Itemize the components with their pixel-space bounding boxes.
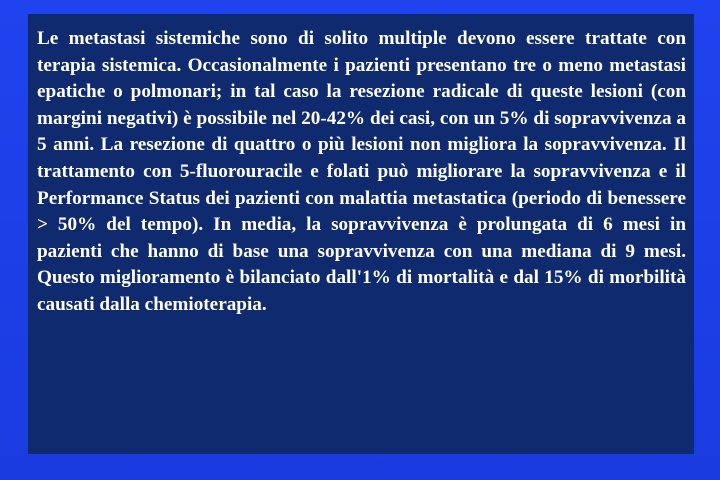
body-paragraph: Le metastasi sistemiche sono di solito multiple devono essere trattate con terapia sistemica. Occasionalmente i pazienti presentano tre o meno metastasi epatiche o polmonari; in tal caso la resezione radicale di queste lesioni (con margini negativi) è possibile nel 20-42% dei casi, con un 5% di sopravvivenza a 5 anni. La resezione di quattro o più lesioni non migliora la sopravvivenza. Il trattamento con 5-fluorouracile e folati può migliorare la sopravvivenza e il Performance Status dei pazienti con malattia metastatica (periodo di benessere > 50% del tempo). In media, la sopravvivenza è prolungata di 6 mesi in pazienti che hanno di base una sopravvivenza con una mediana di 9 mesi. Questo miglioramento è bilanciato dall'1% di mortalità e dal 15% di morbilità causati dalla chemioterapia. [37, 28, 686, 315]
text-panel [28, 14, 694, 454]
